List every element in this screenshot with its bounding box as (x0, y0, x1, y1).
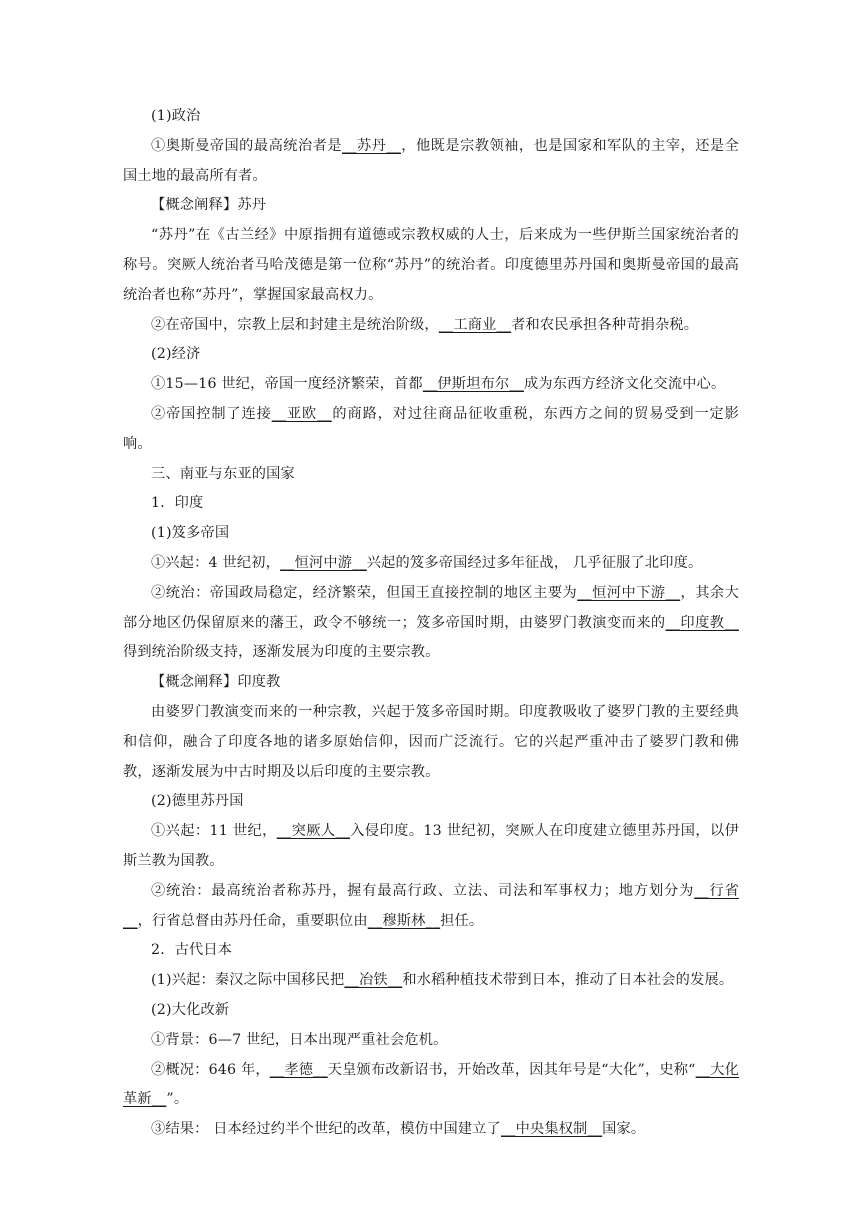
section-heading-japan (123, 936, 739, 966)
text: ①兴起：11 世纪， (151, 823, 277, 840)
text: ②统治：最高统治者称苏丹，握有最高行政、立法、司法和军事权力；地方划分为 (151, 882, 695, 899)
paragraph (123, 400, 739, 460)
answer-blank: __印度教__ (665, 614, 740, 631)
concept-heading (123, 668, 739, 698)
text: ②帝国控制了连接 (151, 405, 272, 422)
section-heading-india (123, 489, 739, 519)
paragraph (123, 311, 739, 341)
paragraph (123, 370, 739, 400)
text: 者和农民承担各种苛捐杂税。 (511, 316, 699, 333)
text: ”。 (166, 1091, 189, 1108)
answer-blank: __孝德__ (269, 1061, 328, 1078)
answer-blank: __伊斯坦布尔__ (422, 376, 524, 393)
text: 国家。 (602, 1121, 646, 1138)
answer-blank: __工商业__ (438, 316, 512, 333)
paragraph (123, 1056, 739, 1116)
text: 2．古代日本 (151, 942, 233, 959)
answer-blank: __大化革新__ (123, 1061, 739, 1108)
text: ①背景：6—7 世纪，日本出现严重社会危机。 (151, 1031, 448, 1048)
paragraph (123, 1026, 739, 1056)
answer-blank: __恒河中下游__ (577, 584, 681, 601)
text: ③结果： 日本经过约半个世纪的改革，模仿中国建立了 (151, 1121, 502, 1138)
paragraph (123, 877, 739, 937)
section-heading-south-east-asia (123, 460, 739, 490)
text: 三、南亚与东亚的国家 (151, 465, 295, 482)
text: (1)政治 (151, 108, 201, 124)
text: 1．印度 (151, 495, 204, 512)
paragraph (123, 817, 739, 877)
paragraph (123, 221, 739, 310)
concept-heading (123, 191, 739, 221)
text: (1)兴起：秦汉之际中国移民把 (151, 972, 345, 989)
text: ，行省总督由苏丹任命，重要职位由 (137, 912, 368, 929)
answer-blank: __亚欧__ (271, 405, 332, 422)
paragraph (123, 966, 739, 996)
text: 成为东西方经济文化交流中心。 (523, 376, 726, 393)
text: 【概念阐释】印度教 (151, 674, 281, 691)
paragraph (123, 1115, 739, 1145)
text: 【概念阐释】苏丹 (151, 197, 267, 214)
text: ，他既是宗教领袖，也是国家和军队的主宰，还是全国土地的最高所有者。 (123, 137, 740, 184)
text: (2)经济 (151, 346, 201, 363)
answer-blank: __冶铁__ (344, 972, 403, 989)
text: ①奥斯曼帝国的最高统治者是 (151, 137, 343, 154)
section-heading-economy (123, 340, 739, 370)
text: ②在帝国中，宗教上层和封建主是统治阶级， (151, 316, 439, 333)
answer-blank: __苏丹__ (342, 137, 401, 154)
paragraph (123, 698, 739, 787)
answer-blank: __行省__ (123, 882, 740, 929)
answer-blank: __突厥人__ (276, 823, 351, 840)
answer-blank: __中央集权制__ (501, 1121, 603, 1138)
text: 的商路，对过往商品征收重税，东西方之间的贸易受到一定影响。 (123, 405, 740, 452)
section-heading-gupta (123, 519, 739, 549)
section-heading-politics (123, 102, 739, 132)
text: 担任。 (440, 912, 484, 929)
text: “苏丹”在《古兰经》中原指拥有道德或宗教权威的人士，后来成为一些伊斯兰国家统治者的称号。突厥人统治者马哈茂德是第一位称“苏丹”的统治者。印度德里苏丹国和奥斯曼帝国的最高统治者也称“苏丹”，掌握国家最高权力。 (123, 227, 739, 303)
paragraph (123, 579, 739, 668)
text: ，其余大部分地区仍保留原来的藩王，政令不够统一；笈多帝国时期，由婆罗门教演变而来的 (123, 584, 739, 631)
text: ②概况：646 年， (151, 1061, 270, 1078)
text: 天皇颁布改新诏书，开始改革，因其年号是“大化”，史称“ (327, 1061, 696, 1078)
text: 和水稻种植技术带到日本，推动了日本社会的发展。 (402, 972, 734, 989)
document-body (123, 102, 739, 1145)
text: 兴起的笈多帝国经过多年征战， 几乎征服了北印度。 (366, 554, 703, 571)
text: ①兴起：4 世纪初， (151, 554, 281, 571)
paragraph (123, 549, 739, 579)
text: (2)大化改新 (151, 1001, 230, 1018)
section-heading-delhi (123, 787, 739, 817)
paragraph (123, 132, 739, 192)
text: (2)德里苏丹国 (151, 793, 244, 810)
text: (1)笈多帝国 (151, 525, 230, 542)
text: 入侵印度。13 世纪初，突厥人在印度建立德里苏丹国，以伊斯兰教为国教。 (123, 823, 739, 869)
answer-blank: __恒河中游__ (280, 554, 367, 571)
text: ②统治：帝国政局稳定，经济繁荣，但国王直接控制的地区主要为 (151, 584, 578, 601)
answer-blank: __穆斯林__ (367, 912, 441, 929)
section-heading-taika (123, 996, 739, 1026)
text: ①15—16 世纪，帝国一度经济繁荣，首都 (151, 376, 423, 393)
text: 由婆罗门教演变而来的一种宗教，兴起于笈多帝国时期。印度教吸收了婆罗门教的主要经典和信仰，融合了印度各地的诸多原始信仰，因而广泛流行。它的兴起严重冲击了婆罗门教和佛教，逐渐发展为中古时期及以后印度的主要宗教。 (123, 703, 739, 780)
text: 得到统治阶级支持，逐渐发展为印度的主要宗教。 (123, 644, 440, 661)
